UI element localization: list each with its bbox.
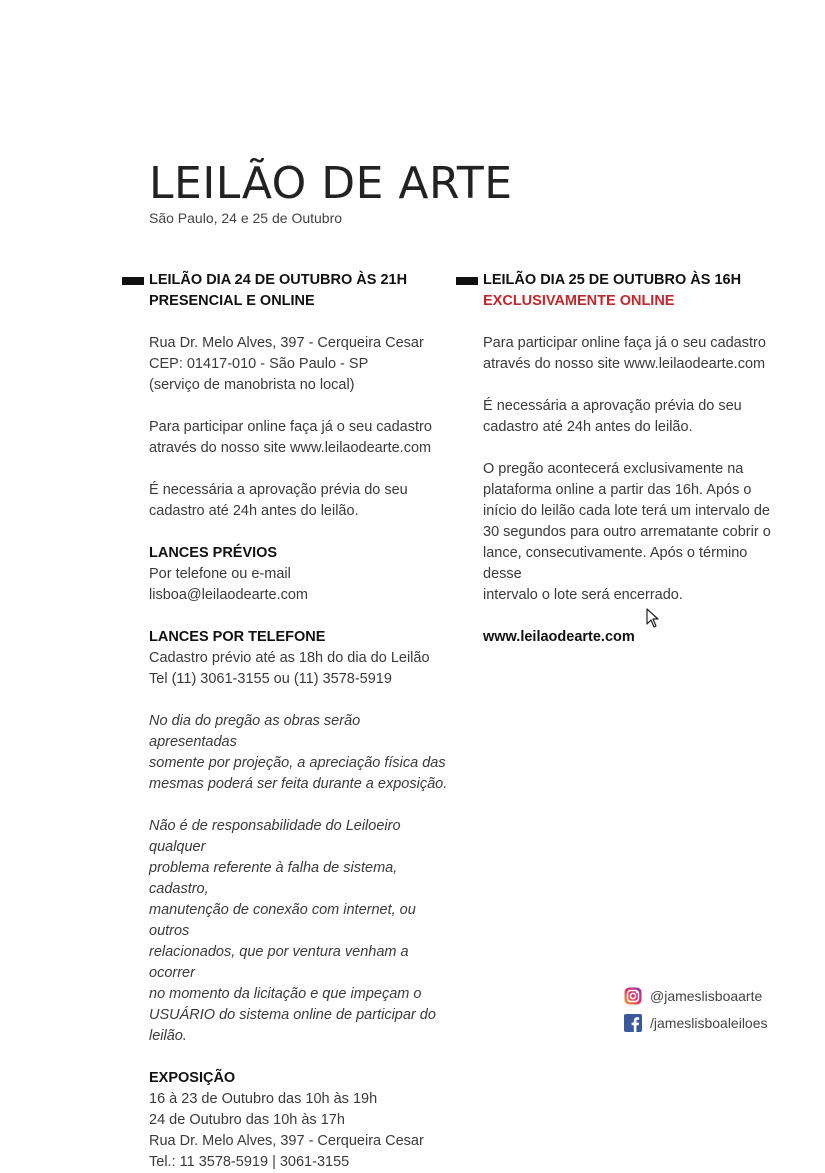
left-column [149, 270, 449, 1173]
pregao-text: intervalo o lote será encerrado. [483, 587, 683, 603]
pregao-text: plataforma online a partir das 16h. Após o [483, 482, 752, 498]
left-heading-date: LEILÃO DIA 24 DE OUTUBRO ÀS 21H [149, 272, 408, 288]
address-line: (serviço de manobrista no local) [149, 377, 355, 393]
address-line: Rua Dr. Melo Alves, 397 - Cerqueira Cesar [149, 335, 424, 351]
online-text: através do nosso site www.leilaodearte.com [483, 356, 766, 372]
facebook-link[interactable] [624, 1014, 768, 1032]
note-projection: mesmas poderá ser feita durante a exposição. [149, 776, 448, 792]
lances-previos-email[interactable]: lisboa@leilaodearte.com [149, 587, 308, 603]
approval-text: cadastro até 24h antes do leilão. [149, 503, 359, 519]
instagram-link[interactable] [624, 987, 762, 1005]
lances-telefone-text: Cadastro prévio até as 18h do dia do Leilão [149, 650, 430, 666]
facebook-handle: /jameslisboaleiloes [650, 1015, 768, 1031]
note-disclaimer: relacionados, que por ventura venham a ocorrer [149, 944, 409, 981]
site-link[interactable]: www.leilaodearte.com [483, 629, 635, 645]
online-text: através do nosso site www.leilaodearte.com [149, 440, 432, 456]
approval-text: É necessária a aprovação prévia do seu [483, 398, 742, 414]
note-projection: somente por projeção, a apreciação física das [149, 755, 446, 771]
pregao-text: início do leilão cada lote terá um intervalo de [483, 503, 770, 519]
lances-previos-text: Por telefone ou e-mail [149, 566, 291, 582]
facebook-icon [624, 1014, 642, 1032]
right-column [483, 270, 783, 648]
right-heading-date: LEILÃO DIA 25 DE OUTUBRO ÀS 16H [483, 272, 742, 288]
lances-telefone-title: LANCES POR TELEFONE [149, 629, 326, 645]
page-subtitle: São Paulo, 24 e 25 de Outubro [149, 210, 343, 226]
instagram-icon [624, 987, 642, 1005]
lances-previos-title: LANCES PRÉVIOS [149, 545, 278, 561]
pregao-text: lance, consecutivamente. Após o término desse [483, 545, 748, 582]
note-disclaimer: manutenção de conexão com internet, ou outros [149, 902, 416, 939]
approval-text: cadastro até 24h antes do leilão. [483, 419, 693, 435]
lances-telefone-numbers: Tel (11) 3061-3155 ou (11) 3578-5919 [149, 671, 392, 687]
approval-text: É necessária a aprovação prévia do seu [149, 482, 408, 498]
section-marker-right [456, 277, 478, 285]
instagram-handle: @jameslisboaarte [650, 988, 763, 1004]
left-heading-mode: PRESENCIAL E ONLINE [149, 293, 315, 309]
online-text: Para participar online faça já o seu cadastro [149, 419, 432, 435]
note-disclaimer: Não é de responsabilidade do Leiloeiro qualquer [149, 818, 401, 855]
note-projection: No dia do pregão as obras serão apresentadas [149, 713, 361, 750]
mouse-cursor-icon [646, 608, 660, 628]
section-marker-left [122, 277, 144, 285]
online-text: Para participar online faça já o seu cadastro [483, 335, 766, 351]
pregao-text: 30 segundos para outro arrematante cobrir o [483, 524, 771, 540]
note-disclaimer: problema referente à falha de sistema, cadastro, [149, 860, 398, 897]
pregao-text: O pregão acontecerá exclusivamente na [483, 461, 744, 477]
exposicao-line: 24 de Outubro das 10h às 17h [149, 1112, 345, 1128]
exposicao-line: Tel.: 11 3578-5919 | 3061-3155 [149, 1154, 350, 1170]
note-disclaimer: USUÁRIO do sistema online de participar do leilão. [149, 1007, 436, 1044]
address-line: CEP: 01417-010 - São Paulo - SP [149, 356, 369, 372]
note-disclaimer: no momento da licitação e que impeçam o [149, 986, 422, 1002]
exposicao-line: 16 à 23 de Outubro das 10h às 19h [149, 1091, 378, 1107]
right-heading-mode: EXCLUSIVAMENTE ONLINE [483, 293, 675, 309]
exposicao-line: Rua Dr. Melo Alves, 397 - Cerqueira Cesar [149, 1133, 424, 1149]
page-title: LEILÃO DE ARTE [149, 158, 513, 209]
exposicao-title: EXPOSIÇÃO [149, 1070, 236, 1086]
